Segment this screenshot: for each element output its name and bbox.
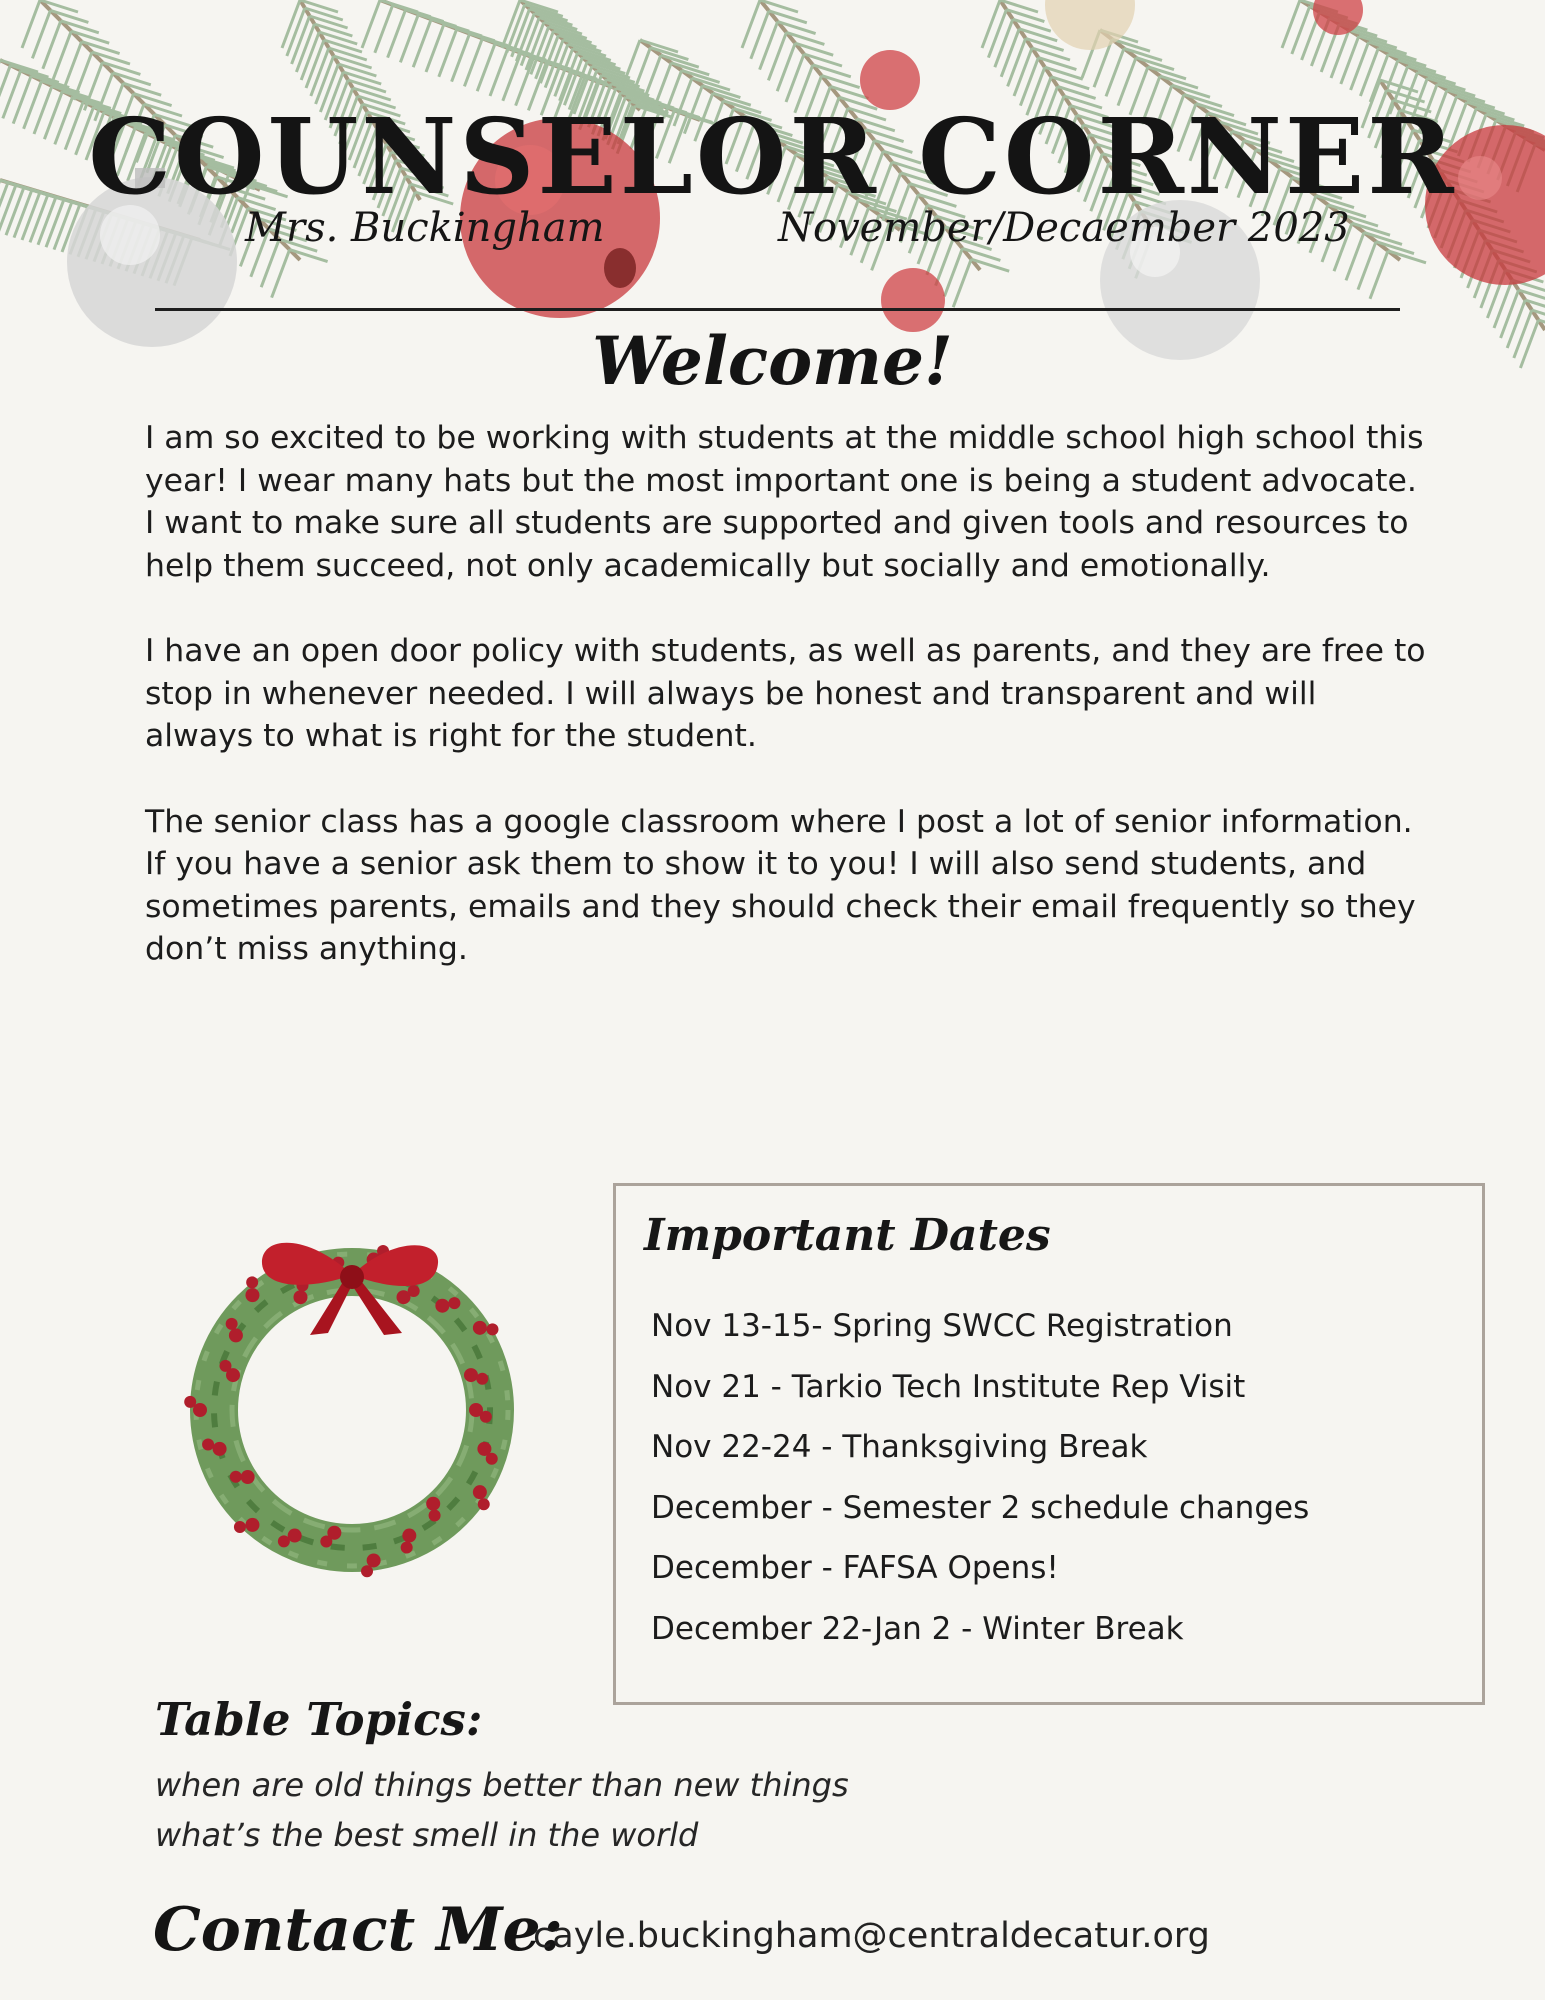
- date-item: Nov 13-15- Spring SWCC Registration: [651, 1308, 1233, 1344]
- date-item: Nov 22-24 - Thanksgiving Break: [651, 1429, 1148, 1465]
- important-dates-list: [651, 1296, 1309, 1659]
- table-topic-item: when are old things better than new things: [155, 1766, 849, 1804]
- header-divider: [155, 308, 1400, 311]
- author-name: Mrs. Buckingham: [245, 205, 605, 251]
- newsletter-title: COUNSELOR CORNER: [88, 95, 1457, 218]
- contact-email-link[interactable]: cayle.buckingham@centraldecatur.org: [533, 1916, 1210, 1956]
- issue-date: November/Decaember 2023: [778, 205, 1350, 251]
- welcome-paragraph: The senior class has a google classroom where I post a lot of senior information. If you have a senior ask them to show it to you! I will also send students, and sometimes parents, emails and they should check their email frequently so they don’t miss anything.: [145, 803, 1416, 967]
- welcome-paragraph: I have an open door policy with students, as well as parents, and they are free to stop in whenever needed. I will always be honest and transparent and will always to what is right for the student.: [145, 633, 1426, 754]
- table-topic-item: what’s the best smell in the world: [155, 1816, 699, 1854]
- date-item: December 22-Jan 2 - Winter Break: [651, 1610, 1184, 1647]
- welcome-message: [145, 417, 1430, 1014]
- date-item: Nov 21 - Tarkio Tech Institute Rep Visit: [651, 1368, 1246, 1405]
- date-item: December - Semester 2 schedule changes: [651, 1489, 1310, 1526]
- table-topics-title: Table Topics:: [155, 1693, 483, 1746]
- welcome-paragraph: I am so excited to be working with students at the middle school high school this year! I wear many hats but the most important one is being a student advocate. I want to make sure all students are supported and given tools and resources to help them succeed, not only academically but socially and emotionally.: [145, 420, 1424, 584]
- holly-wreath-icon: [170, 1205, 535, 1590]
- date-item: December - FAFSA Opens!: [651, 1550, 1059, 1586]
- contact-label: Contact Me:: [153, 1895, 563, 1965]
- welcome-heading: Welcome!: [592, 322, 953, 400]
- important-dates-title: Important Dates: [644, 1210, 1051, 1261]
- important-dates-box: [613, 1183, 1485, 1705]
